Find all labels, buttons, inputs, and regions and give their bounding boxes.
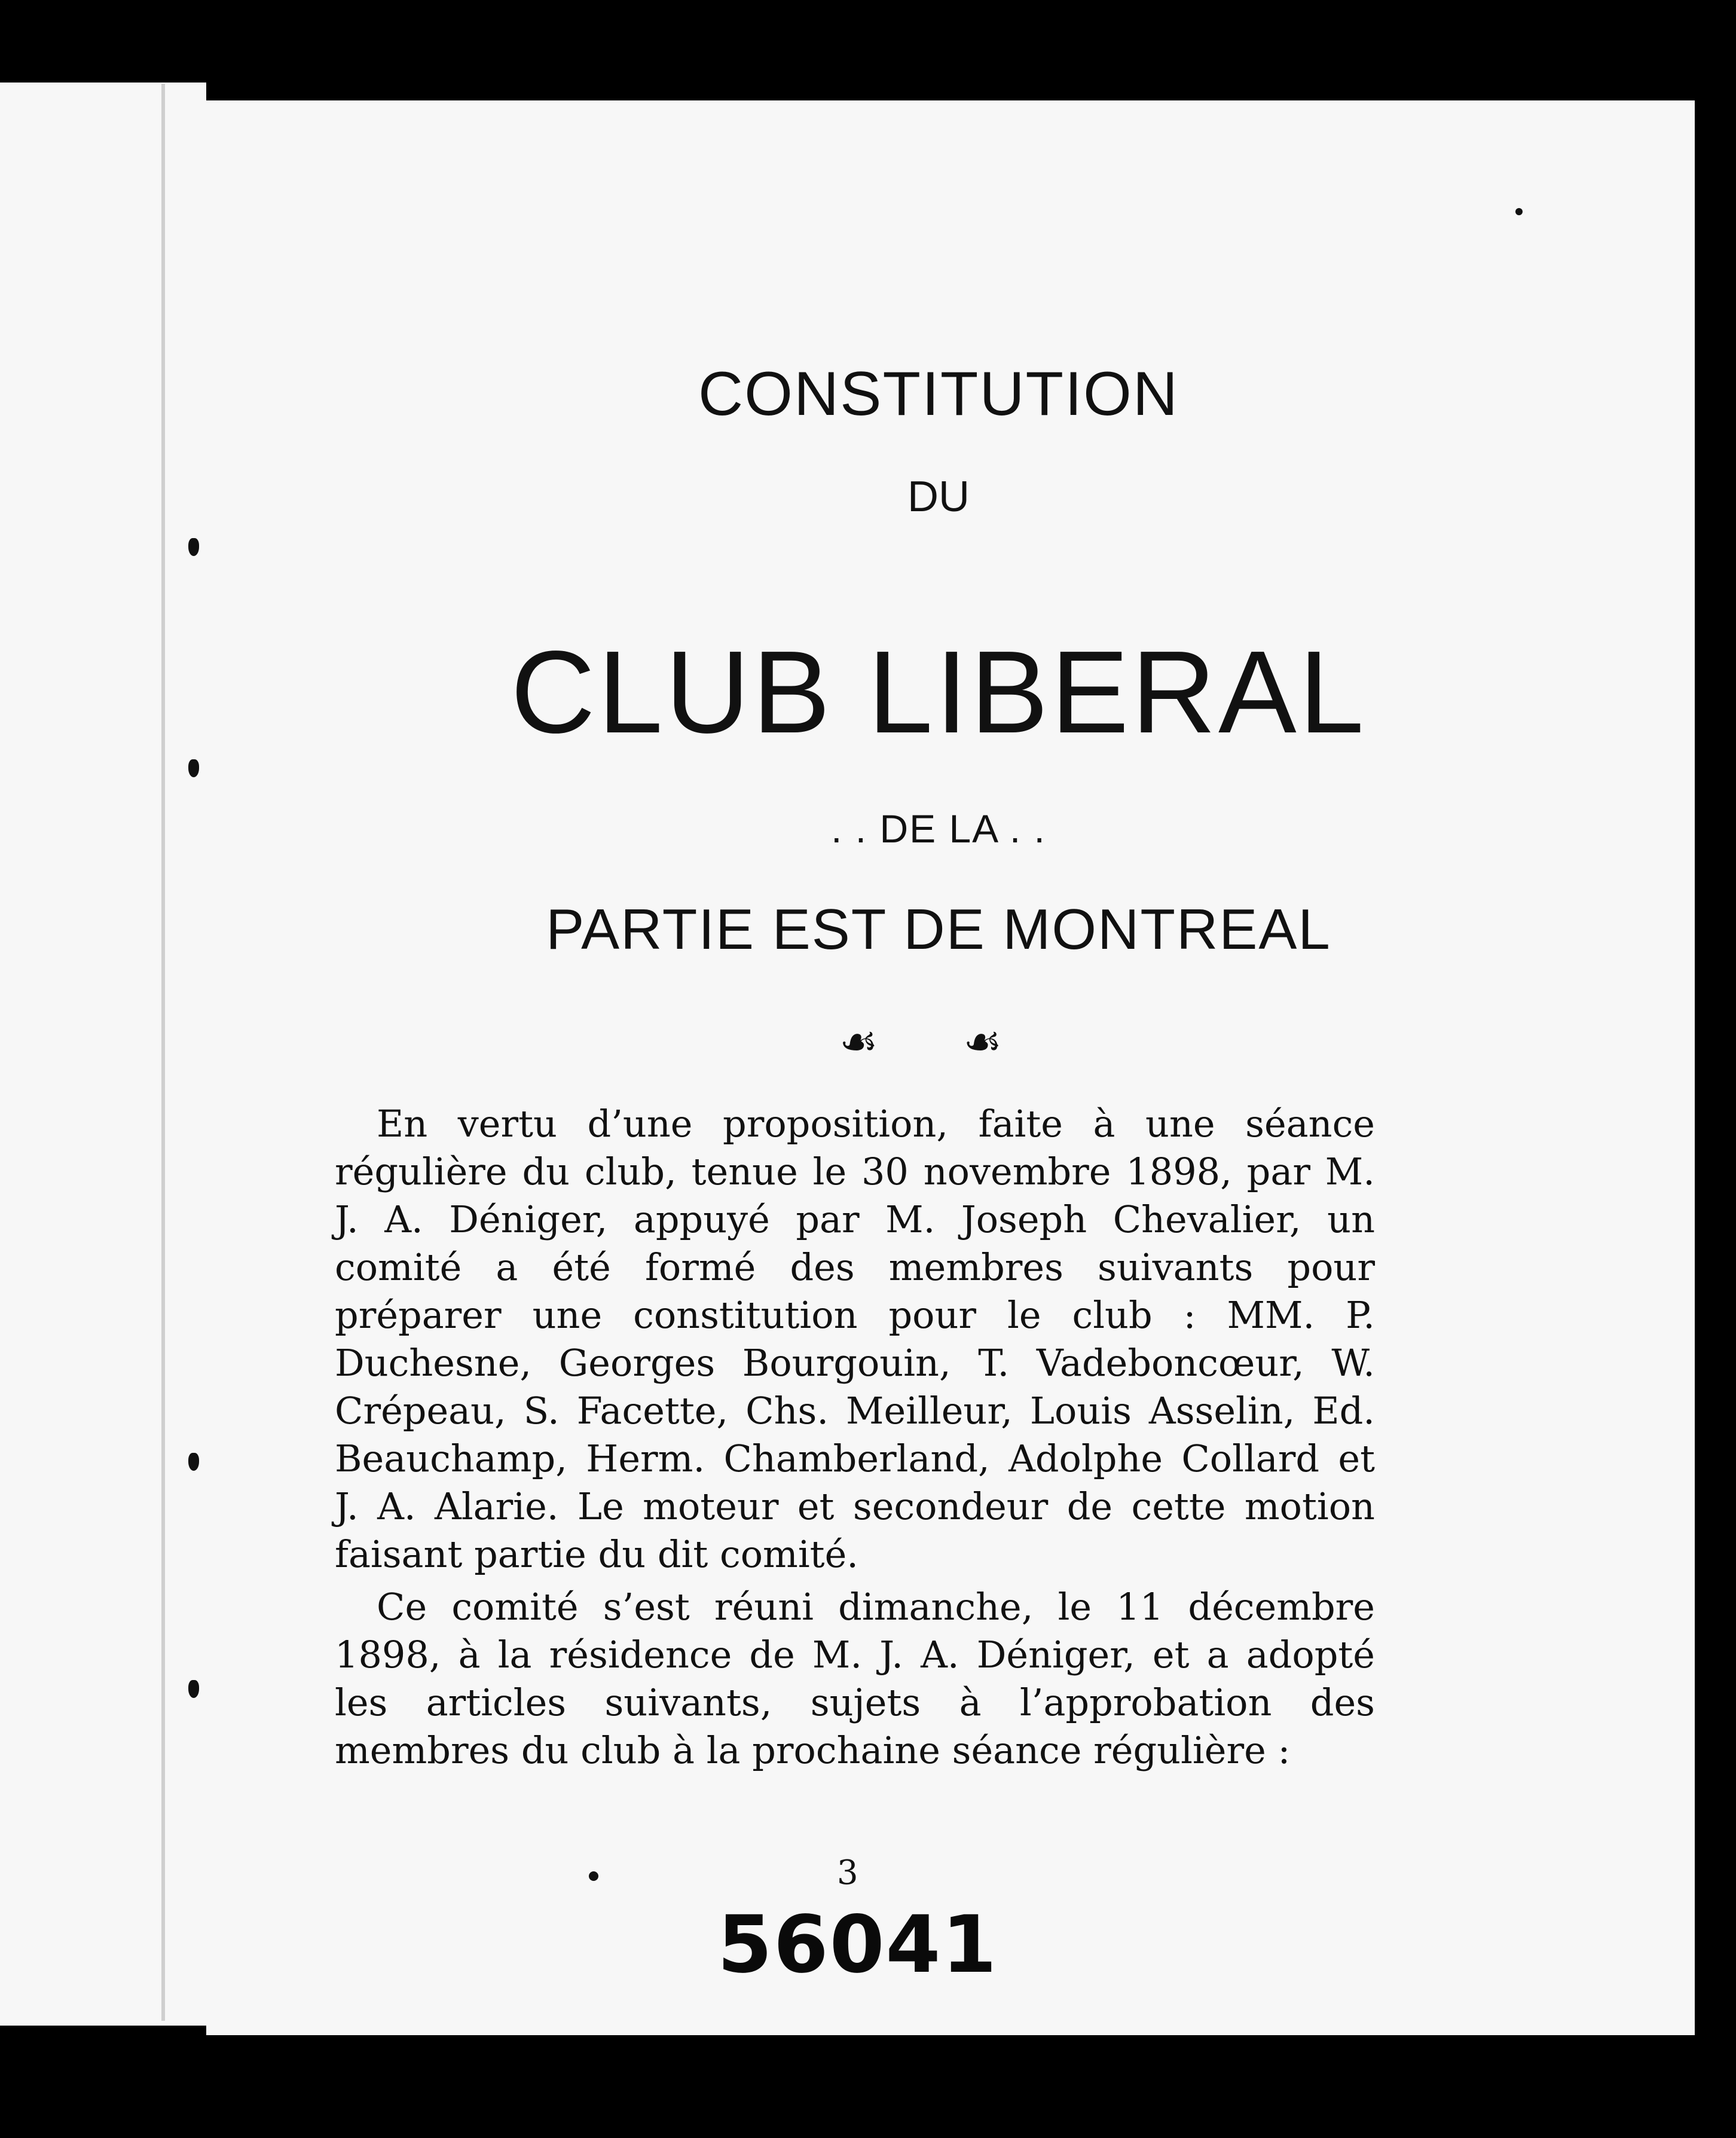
title-club-liberal: CLUB LIBERAL [511,627,1367,758]
title-de-la: . . DE LA . . [831,807,1046,851]
title-constitution: CONSTITUTION [698,359,1179,429]
page-gutter [161,84,165,2021]
binding-stitch [188,1680,199,1698]
left-facing-page [0,83,206,2026]
binding-stitch [188,759,199,777]
body-text [335,1100,1375,1779]
paragraph-committee: Ce comité s’est réuni dimanche, le 11 décembre 1898, à la résidence de M. J. A. Déniger, et a adopté les articles suivants, sujets à l’approbation des membres du club à la prochaine séance régulière : [335,1585,1375,1772]
ink-dot [1515,208,1523,215]
catalog-stamp-number: 56041 [717,1899,998,1991]
ornament-fleuron-icon: ☙ ☙ [839,1016,1038,1067]
binding-stitch [188,1453,199,1471]
binding-stitch [188,538,199,556]
title-du: DU [907,473,970,521]
ink-dot [589,1871,598,1881]
title-partie-est: PARTIE EST DE MONTREAL [546,897,1331,961]
paragraph-proposition: En vertu d’une proposition, faite à une séance régulière du club, tenue le 30 novembre 1898, par M. J. A. Déniger, appuyé par M. Joseph Chevalier, un comité a été formé des membres suivants pour préparer une constitution pour le club : MM. P. Duchesne, Georges Bourgouin, T. Vadeboncœur, W. Crépeau, S. Facette, Chs. Meilleur, Louis Asselin, Ed. Beauchamp, Herm. Chamberland, Adolphe Collard et J. A. Alarie. Le moteur et secondeur de cette motion faisant partie du dit comité. [335,1102,1375,1576]
page-number: 3 [837,1853,858,1892]
